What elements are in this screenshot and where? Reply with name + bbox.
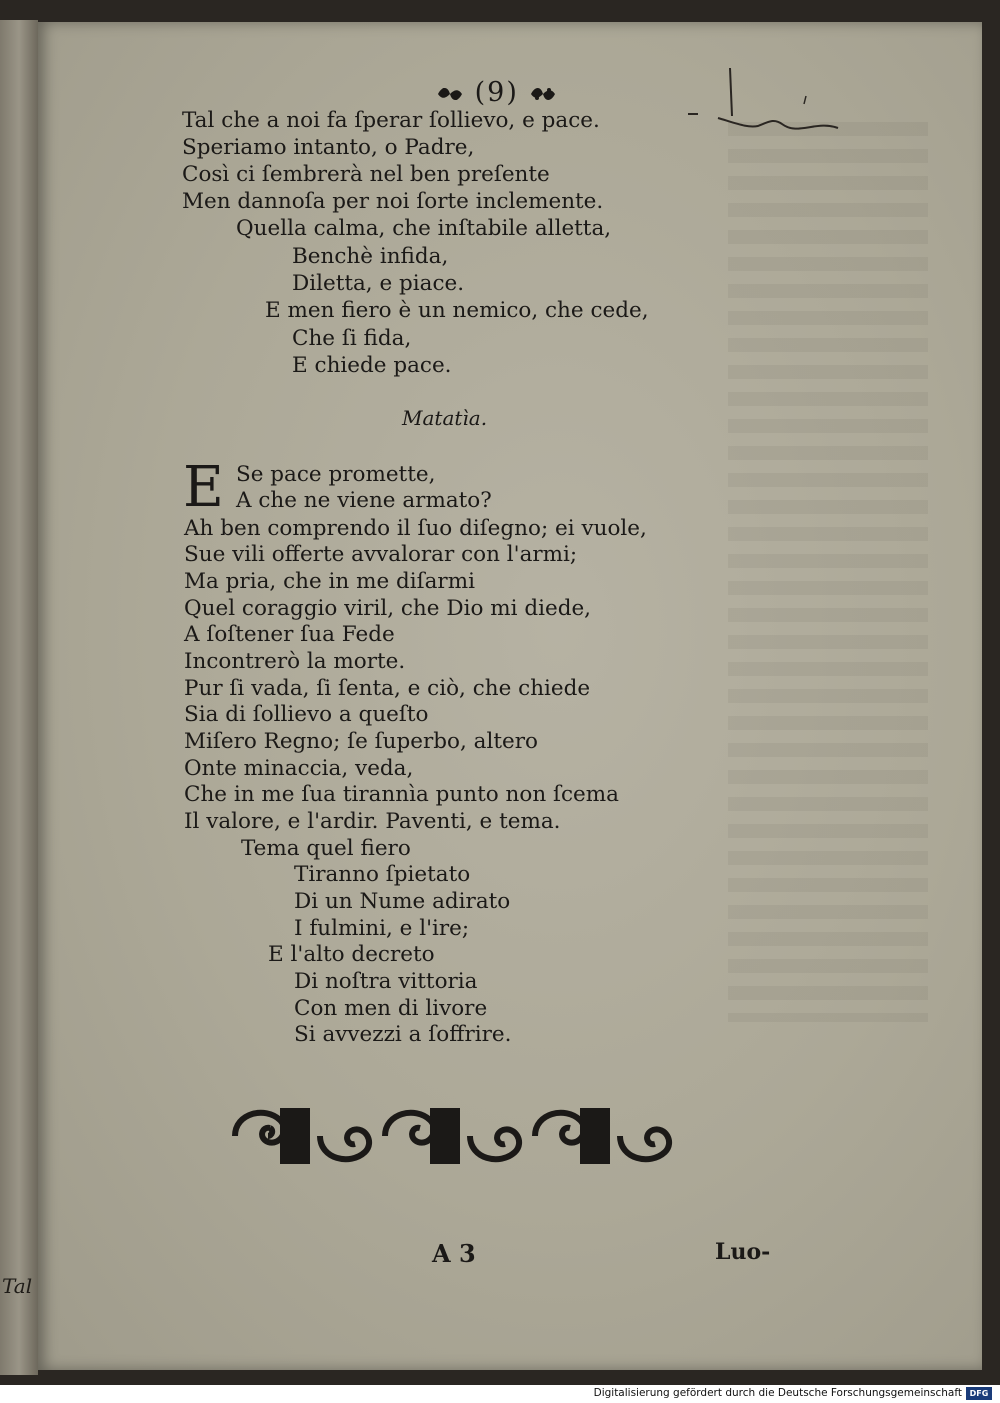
catchword: Luo- — [715, 1239, 771, 1265]
verse-line: Incontrerò la morte. — [184, 649, 406, 674]
dfg-logo-icon: DFG — [966, 1387, 992, 1400]
aria-line: Che ſi fida, — [292, 326, 412, 351]
verse-line: Che in me ſua tirannìa punto non ſcema — [184, 782, 619, 807]
aria-line: Benchè infida, — [292, 244, 449, 269]
aria-line: Diletta, e piace. — [292, 271, 465, 296]
fleuron-right-icon — [529, 84, 557, 104]
verse-line: Onte minaccia, veda, — [184, 756, 414, 781]
verse-line: Pur ſi vada, ſi ſenta, e ciò, che chiede — [184, 676, 591, 701]
verse-line: Miſero Regno; ſe ſuperbo, altero — [184, 729, 538, 754]
aria-line: I fulmini, e l'ire; — [294, 916, 470, 941]
digitization-footer — [0, 1385, 1000, 1403]
ornament-vignette-icon — [230, 1098, 675, 1174]
speaker-heading: Matatìa. — [402, 406, 488, 430]
aria-line: E chiede pace. — [292, 353, 452, 378]
verse-line: A ſoſtener ſua Fede — [184, 622, 395, 647]
verse-line: Ma pria, che in me diſarmi — [184, 569, 475, 594]
verse-line: A che ne viene armato? — [236, 488, 492, 513]
verse-line: Ah ben comprendo il ſuo diſegno; ei vuole, — [184, 516, 647, 541]
verse-line: Tal che a noi fa ſperar ſollievo, e pace. — [182, 108, 600, 133]
aria-line: Tema quel fiero — [241, 836, 411, 861]
drop-capital: E — [183, 455, 224, 520]
show-through-texture — [728, 122, 928, 1022]
verse-line: Quel coraggio viril, che Dio mi diede, — [184, 596, 592, 621]
ornament-unit-icon — [235, 1108, 369, 1164]
aria-line: Quella calma, che inſtabile alletta, — [236, 216, 612, 241]
verse-line: Il valore, e l'ardir. Paventi, e tema. — [184, 809, 561, 834]
verse-line: Se pace promette, — [236, 462, 436, 487]
fleuron-left-icon — [436, 84, 464, 104]
aria-line: Si avvezzi a ſoffrire. — [294, 1022, 512, 1047]
previous-page-catchword: Tal — [2, 1274, 33, 1298]
aria-line: Di noſtra vittoria — [294, 969, 478, 994]
pencil-mark-icon — [688, 62, 848, 162]
verse-line: Sue vili offerte avvalorar con l'armi; — [184, 542, 578, 567]
aria-line: Tiranno ſpietato — [294, 862, 471, 887]
signature-mark: A 3 — [432, 1239, 476, 1268]
verse-line: Speriamo intanto, o Padre, — [182, 135, 475, 160]
aria-line: E l'alto decreto — [268, 942, 435, 967]
funding-credit: Digitalisierung gefördert durch die Deutsche Forschungsgemeinschaft — [593, 1387, 962, 1399]
verse-line: Così ci ſembrerà nel ben preſente — [182, 162, 550, 187]
page-header: (9) — [436, 77, 557, 108]
previous-page-edge — [0, 20, 38, 1375]
aria-line: E men fiero è un nemico, che cede, — [265, 298, 649, 323]
verse-line: Men dannoſa per noi ſorte inclemente. — [182, 189, 604, 214]
page-number: 9 — [487, 77, 507, 108]
verse-line: Sia di ſollievo a queſto — [184, 702, 429, 727]
aria-line: Con men di livore — [294, 996, 488, 1021]
aria-line: Di un Nume adirato — [294, 889, 511, 914]
